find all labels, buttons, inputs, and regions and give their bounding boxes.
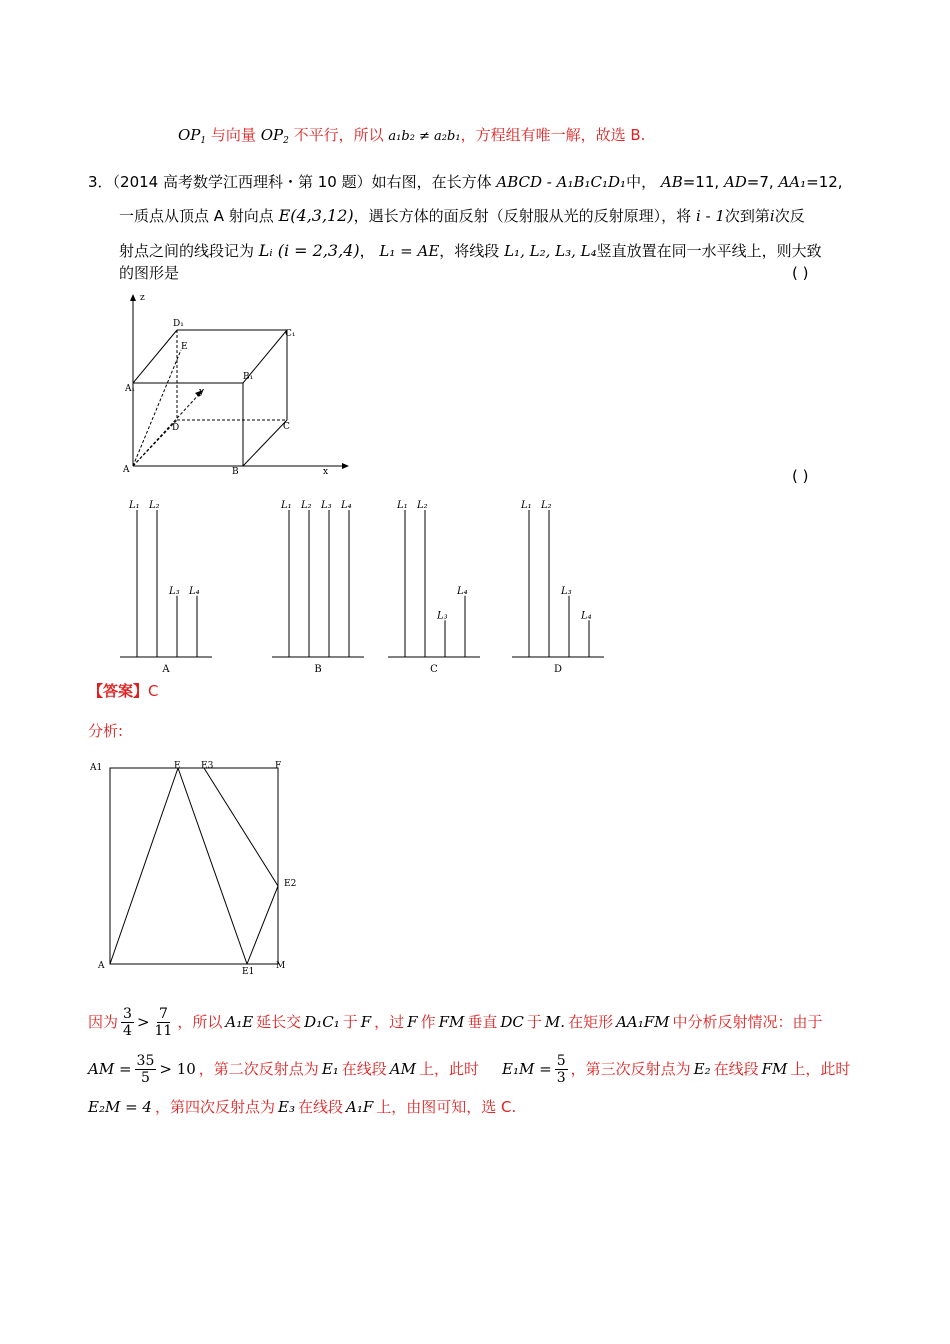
rect-label-a: A [98, 961, 105, 971]
problem-line-1: 3．（2014 高考数学江西理科・第 10 题）如右图，在长方体 ABCD - A₁B₁C₁D₁中， AB=11, AD=7, AA₁=12, [88, 173, 843, 191]
option-bar-label: L₄ [341, 500, 352, 511]
fraction-35-5: $\frac{35}{5}$ [136, 1052, 155, 1086]
label-c1: C₁ [285, 329, 296, 339]
option-label: B [314, 664, 322, 675]
label-a: A [123, 465, 130, 475]
problem-source: （2014 高考数学江西理科・第 10 题）如右图，在长方体 [112, 173, 492, 191]
option-bar-label: L₂ [417, 500, 428, 511]
line1-text-3: ，方程组有唯一解，故选 B. [460, 126, 646, 144]
line1-text-1: 与向量 [210, 126, 256, 144]
option-bar-label: L₃ [561, 585, 572, 597]
option-bar-label: L₄ [189, 585, 200, 597]
answer-paren-2: ( ) [792, 467, 809, 485]
label-y: y [199, 387, 205, 397]
answer-options [110, 490, 610, 675]
analysis-label: 分析: [88, 722, 124, 740]
line1-text-2: 不平行，所以 [293, 126, 384, 144]
rect-label-e2: E2 [284, 879, 297, 889]
fraction-3-4: $\frac{3}{4}$ [123, 1005, 132, 1039]
answer-paren-1: ( ) [792, 264, 809, 282]
option-bar-label: L₁ [397, 500, 408, 511]
reflection-diagram [88, 758, 303, 978]
solution-line-3: E₂M = 4 ，第四次反射点为 E₃ 在线段 A₁F 上，由图可知，选 C. [88, 1098, 517, 1116]
solution-line-2: AM = $\frac{35}{5}$ > 10 ，第二次反射点为 E₁ 在线段 AM 上，此时 E₁M = $\frac{5}{3}$ ，第三次反射点为 E₂ 在线段 FM 上，此时 [88, 1052, 851, 1086]
box-name: ABCD - A₁B₁C₁D₁ [496, 173, 627, 191]
fraction-5-3: $\frac{5}{3}$ [556, 1052, 566, 1086]
option-bar-label: L₁ [129, 500, 140, 511]
rect-label-a1: A1 [90, 763, 103, 773]
answer-value: C [148, 682, 159, 700]
option-label: A [162, 664, 170, 675]
rect-label-f: F [275, 761, 282, 771]
label-b: B [232, 467, 239, 477]
option-bar-label: L₂ [301, 500, 312, 511]
rect-label-m: M [276, 961, 286, 971]
solution-line-1: 因为 $\frac{3}{4}$ > $\frac{7}{11}$ ，所以 A₁E 延长交 D₁C₁ 于 F ，过 F 作 FM 垂直 DC 于 M. 在矩形 AA₁FM 中分析反射情况：由于 [88, 1005, 823, 1039]
option-bar-label: L₂ [541, 500, 552, 511]
op2: $OP_2$ [260, 126, 289, 146]
option-bar-label: L₁ [281, 500, 292, 511]
problem-number: 3． [88, 173, 113, 191]
label-d1: D₁ [173, 319, 184, 329]
label-d: D [172, 423, 180, 433]
option-label: C [430, 664, 438, 675]
option-bar-label: L₃ [437, 610, 448, 622]
option-bar-label: L₁ [521, 500, 532, 511]
fraction-7-11: $\frac{7}{11}$ [154, 1005, 173, 1039]
rect-label-e: E [174, 761, 181, 771]
option-label: D [553, 664, 563, 675]
answer-line [88, 680, 159, 701]
label-x: x [323, 467, 329, 477]
rect-label-e3: E3 [201, 761, 214, 771]
label-e: E [181, 342, 188, 352]
cuboid-diagram [115, 288, 355, 478]
option-bar-label: L₄ [581, 610, 592, 622]
answer-tag: 【答案】 [88, 682, 149, 700]
option-bar-label: L₂ [149, 500, 160, 511]
op1: $OP_1$ [178, 126, 207, 146]
option-bar-label: L₄ [457, 585, 468, 597]
label-a1: A₁ [125, 384, 136, 394]
point-e: E(4,3,12) [278, 206, 354, 225]
problem-line-2: 一质点从顶点 A 射向点 E(4,3,12)，遇长方体的面反射（反射服从光的反射原理），将 i - 1次到第i次反 [119, 206, 805, 225]
label-b1: B₁ [243, 372, 254, 382]
rect-label-e1: E1 [242, 967, 255, 977]
label-c: C [283, 422, 290, 432]
problem-line-3: 射点之间的线段记为 Lᵢ (i = 2,3,4)， L₁ = AE，将线段 L₁, L₂, L₃, L₄竖直放置在同一水平线上，则大致 [119, 241, 822, 260]
label-z: z [140, 293, 145, 303]
option-bar-label: L₃ [321, 500, 332, 511]
line-1 [178, 125, 645, 151]
problem-line-4: 的图形是 [119, 264, 180, 282]
option-bar-label: L₃ [169, 585, 180, 597]
condition: a₁b₂ ≠ a₂b₁ [388, 129, 461, 144]
